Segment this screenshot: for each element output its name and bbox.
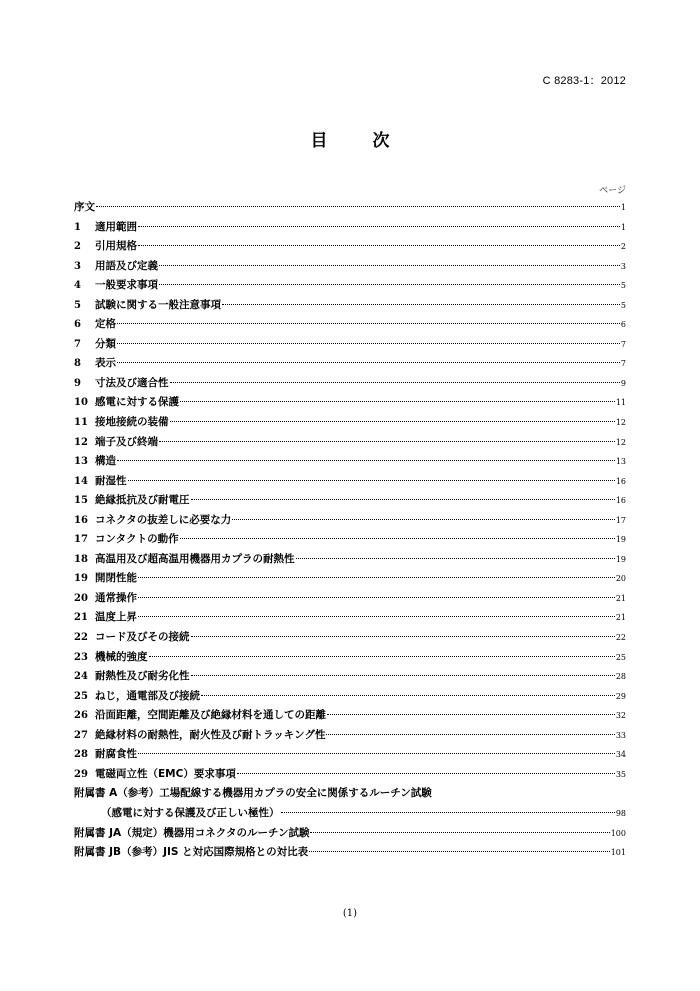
toc-entry-number: 3: [74, 260, 81, 272]
toc-entry-number: 26: [74, 710, 88, 722]
dot-leader: [170, 421, 615, 422]
toc-entry[interactable]: [74, 628, 626, 648]
toc-entry-label: 開閉性能: [95, 572, 137, 585]
toc-entry[interactable]: [74, 784, 626, 804]
toc-entry-page: 7: [620, 359, 626, 369]
toc-entry-label: 高温用及び超高温用機器用カプラの耐熱性: [95, 552, 295, 565]
dot-leader: [138, 245, 620, 246]
toc-entry[interactable]: [74, 315, 626, 335]
toc-entry-label: （感電に対する保護及び正しい極性）: [101, 806, 280, 819]
toc-entry-page: 28: [615, 672, 626, 682]
toc-entry-number: 2: [74, 241, 81, 253]
toc-entry-page: 33: [615, 730, 626, 740]
dot-leader: [138, 753, 615, 754]
toc-entry[interactable]: [74, 843, 626, 863]
toc-entry-page: 22: [615, 633, 626, 643]
toc-entry-number: 14: [74, 475, 88, 487]
toc-entry-label: 構造: [95, 455, 116, 468]
toc-entry-page: 32: [615, 711, 626, 721]
toc-entry-label: 接地接続の装備: [95, 416, 169, 429]
table-of-contents: [74, 198, 626, 863]
toc-entry-page: 29: [615, 691, 626, 701]
toc-entry-label: 附属書 JB（参考）JIS と対応国際規格との対比表: [74, 846, 309, 859]
dot-leader: [180, 401, 615, 402]
toc-entry-label: 附属書 JA（規定）機器用コネクタのルーチン試験: [74, 826, 310, 839]
toc-entry[interactable]: [74, 491, 626, 511]
toc-entry[interactable]: [74, 667, 626, 687]
toc-entry-page: 9: [620, 378, 626, 388]
dot-leader: [191, 636, 615, 637]
toc-entry[interactable]: [74, 765, 626, 785]
dot-leader: [201, 695, 615, 696]
toc-entry-label: 定格: [95, 318, 116, 331]
toc-entry-page: 5: [620, 281, 626, 291]
dot-leader: [222, 304, 620, 305]
toc-entry-label: 沿面距離，空間距離及び絶縁材料を通しての距離: [95, 709, 326, 722]
toc-entry-number: 18: [74, 553, 88, 565]
dot-leader: [128, 480, 615, 481]
toc-entry-label: 用語及び定義: [95, 259, 158, 272]
toc-entry-page: 12: [615, 437, 626, 447]
toc-entry[interactable]: [74, 237, 626, 257]
toc-entry-number: 27: [74, 729, 88, 741]
toc-entry-number: 11: [74, 417, 88, 429]
toc-entry-number: 13: [74, 456, 88, 468]
toc-entry-label: 試験に関する一般注意事項: [95, 298, 221, 311]
toc-entry-label: 電磁両立性（EMC）要求事項: [95, 767, 236, 780]
toc-entry-page: 101: [610, 848, 626, 858]
dot-leader: [96, 206, 620, 207]
toc-entry[interactable]: [74, 589, 626, 609]
toc-entry-label: 適用範囲: [95, 220, 137, 233]
toc-entry[interactable]: [74, 257, 626, 277]
dot-leader: [237, 773, 615, 774]
toc-entry[interactable]: [74, 296, 626, 316]
toc-entry-page: 13: [615, 457, 626, 467]
toc-entry-number: 1: [74, 221, 81, 233]
toc-entry[interactable]: [74, 374, 626, 394]
toc-entry-label: 感電に対する保護: [95, 396, 179, 409]
toc-entry[interactable]: [74, 824, 626, 844]
toc-entry-page: 2: [620, 242, 626, 252]
toc-entry-label: ねじ，通電部及び接続: [95, 689, 200, 702]
dot-leader: [327, 714, 615, 715]
toc-entry-number: 15: [74, 495, 88, 507]
dot-leader: [310, 832, 609, 833]
toc-entry[interactable]: [74, 569, 626, 589]
toc-entry[interactable]: [74, 198, 626, 218]
toc-entry[interactable]: [74, 648, 626, 668]
dot-leader: [138, 597, 615, 598]
toc-entry-label: 分類: [95, 337, 116, 350]
dot-leader: [232, 519, 615, 520]
toc-entry-label: コンタクトの動作: [95, 533, 179, 546]
dot-leader: [309, 851, 610, 852]
toc-entry-number: 22: [74, 632, 88, 644]
toc-entry-number: 24: [74, 671, 88, 683]
toc-entry-label: 耐湿性: [95, 474, 127, 487]
toc-entry-page: 19: [615, 554, 626, 564]
dot-leader: [138, 226, 620, 227]
toc-entry-page: 19: [615, 535, 626, 545]
toc-entry[interactable]: [74, 393, 626, 413]
toc-entry-page: 21: [615, 593, 626, 603]
toc-entry-number: 16: [74, 514, 88, 526]
toc-entry-label: コード及びその接続: [95, 631, 190, 644]
dot-leader: [149, 656, 615, 657]
toc-entry-page: 12: [615, 418, 626, 428]
toc-entry-number: 21: [74, 612, 88, 624]
toc-entry-page: 6: [620, 320, 626, 330]
dot-leader: [296, 558, 615, 559]
toc-entry[interactable]: [74, 452, 626, 472]
dot-leader: [117, 343, 620, 344]
dot-leader: [117, 323, 620, 324]
toc-entry-label: 耐腐食性: [95, 748, 137, 761]
toc-entry-number: 8: [74, 358, 81, 370]
dot-leader: [138, 577, 615, 578]
toc-entry-page: 16: [615, 496, 626, 506]
toc-entry[interactable]: [74, 530, 626, 550]
toc-entry-label: 表示: [95, 357, 116, 370]
toc-entry-page: 16: [615, 476, 626, 486]
toc-entry[interactable]: [74, 511, 626, 531]
toc-entry-number: 6: [74, 319, 81, 331]
toc-entry-label: 温度上昇: [95, 611, 137, 624]
toc-entry-label: コネクタの抜差しに必要な力: [95, 513, 232, 526]
toc-entry-number: 7: [74, 338, 81, 350]
toc-entry-page: 17: [615, 515, 626, 525]
toc-entry[interactable]: [74, 218, 626, 238]
toc-entry-page: 11: [615, 398, 626, 408]
toc-entry[interactable]: [74, 433, 626, 453]
toc-entry[interactable]: [74, 550, 626, 570]
toc-entry[interactable]: [74, 706, 626, 726]
toc-entry-page: 5: [620, 300, 626, 310]
toc-entry[interactable]: [74, 608, 626, 628]
dot-leader: [159, 284, 620, 285]
toc-entry[interactable]: [74, 354, 626, 374]
toc-entry[interactable]: [74, 687, 626, 707]
toc-entry-label: 通常操作: [95, 591, 137, 604]
toc-entry-page: 7: [620, 339, 626, 349]
dot-leader: [281, 812, 615, 813]
toc-entry-label: 寸法及び適合性: [95, 376, 169, 389]
toc-entry-page: 1: [620, 222, 626, 232]
dot-leader: [170, 382, 620, 383]
toc-entry-number: 25: [74, 690, 88, 702]
toc-entry-label: 序文: [74, 201, 95, 213]
toc-entry[interactable]: [74, 745, 626, 765]
toc-entry[interactable]: [74, 726, 626, 746]
page-column-label: ページ: [599, 186, 626, 196]
toc-entry-page: 34: [615, 750, 626, 760]
dot-leader: [191, 675, 615, 676]
toc-entry-label: 引用規格: [95, 240, 137, 253]
toc-entry-label: 耐熱性及び耐劣化性: [95, 670, 190, 683]
toc-entry-number: 23: [74, 651, 88, 663]
toc-entry[interactable]: [74, 335, 626, 355]
toc-entry-number: 28: [74, 749, 88, 761]
toc-entry[interactable]: [74, 472, 626, 492]
toc-entry-page: 100: [610, 828, 626, 838]
dot-leader: [326, 734, 614, 735]
toc-entry-page: 1: [620, 203, 626, 212]
dot-leader: [117, 460, 615, 461]
dot-leader: [159, 265, 620, 266]
dot-leader: [159, 441, 615, 442]
dot-leader: [117, 362, 620, 363]
toc-entry-number: 10: [74, 397, 88, 409]
toc-entry-page: 25: [615, 652, 626, 662]
dot-leader: [138, 616, 615, 617]
toc-entry[interactable]: [74, 413, 626, 433]
toc-entry-label: 一般要求事項: [95, 279, 158, 292]
toc-entry-number: 5: [74, 299, 81, 311]
toc-entry-number: 17: [74, 534, 88, 546]
toc-entry[interactable]: [74, 804, 626, 824]
toc-entry-page: 20: [615, 574, 626, 584]
toc-entry-number: 9: [74, 377, 81, 389]
toc-entry-number: 12: [74, 436, 88, 448]
toc-entry-number: 29: [74, 768, 88, 780]
toc-entry-page: 3: [620, 261, 626, 271]
toc-entry-number: 19: [74, 573, 88, 585]
footer-page-number: (1): [342, 908, 358, 919]
toc-entry-label: 附属書 A（参考）工場配線する機器用カプラの安全に関係するルーチン試験: [74, 787, 432, 800]
toc-entry-label: 機械的強度: [95, 650, 148, 663]
toc-entry-number: 4: [74, 280, 81, 292]
toc-entry-label: 絶縁抵抗及び耐電圧: [95, 494, 190, 507]
page-title: 目 次: [310, 131, 404, 151]
toc-entry-page: 98: [615, 808, 626, 818]
toc-entry-label: 絶縁材料の耐熱性，耐火性及び耐トラッキング性: [95, 728, 326, 741]
toc-entry[interactable]: [74, 276, 626, 296]
standard-number: C 8283-1：2012: [542, 75, 626, 87]
toc-entry-label: 端子及び終端: [95, 435, 158, 448]
toc-entry-page: 35: [615, 769, 626, 779]
dot-leader: [191, 499, 615, 500]
toc-entry-page: 21: [615, 613, 626, 623]
dot-leader: [180, 538, 615, 539]
toc-entry-number: 20: [74, 592, 88, 604]
